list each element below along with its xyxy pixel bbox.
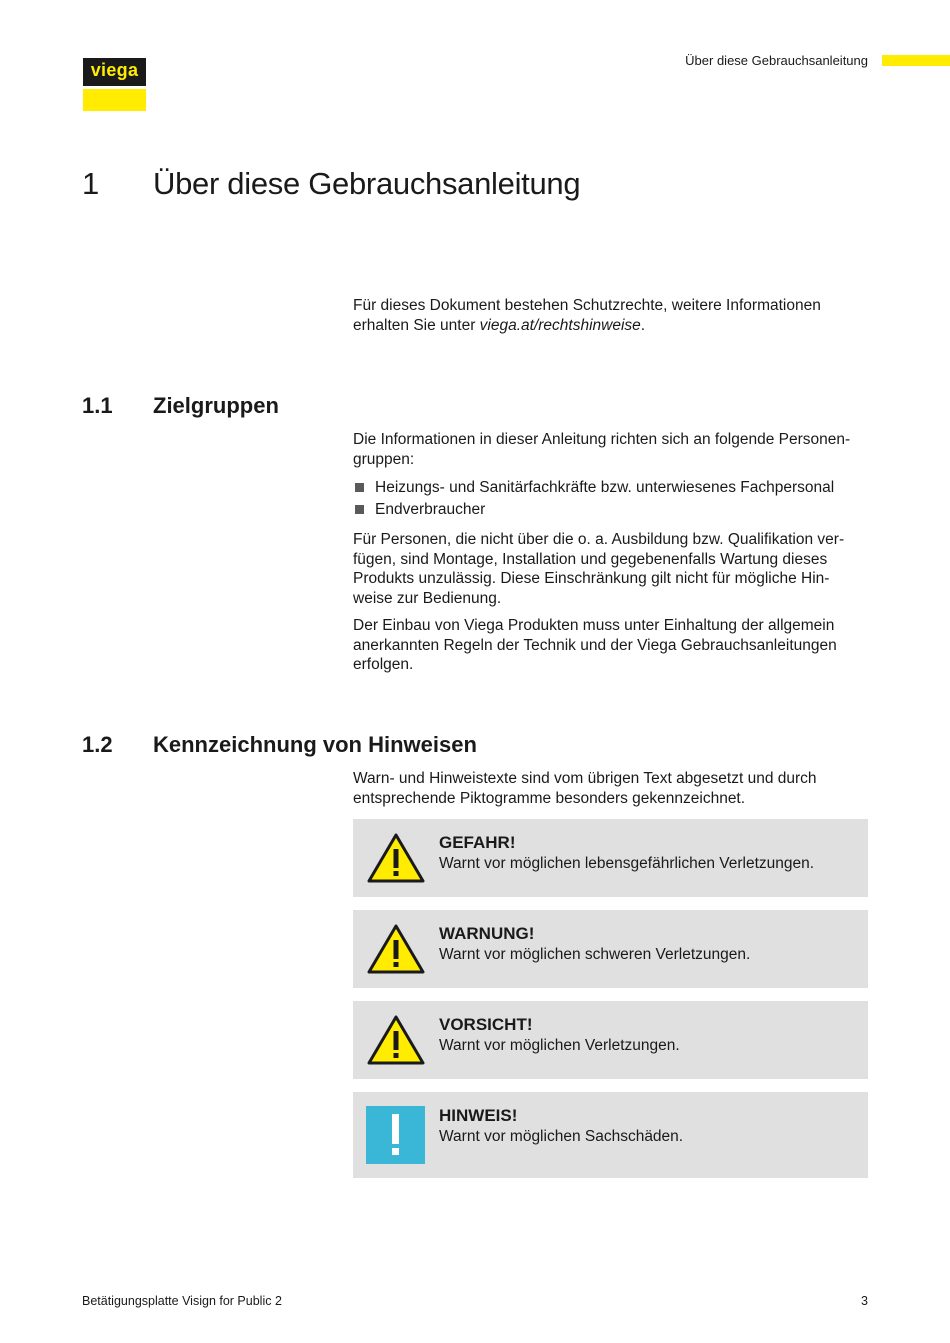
notice-warnung [353, 910, 868, 988]
logo-yellow-block [83, 89, 146, 111]
para-line: gruppen: [353, 450, 415, 468]
notice-title: HINWEIS! [439, 1106, 518, 1125]
page-number: 3 [861, 1294, 868, 1308]
footer-product-name: Betätigungsplatte Visign for Public 2 [82, 1294, 282, 1308]
para-line: Warn- und Hinweistexte sind vom übrigen Text abgesetzt und durch [353, 770, 817, 787]
chapter-title: Über diese Gebrauchsanleitung [153, 166, 581, 201]
section-1-1-para2 [353, 530, 873, 608]
intro-line [353, 316, 873, 336]
logo-text: viega [90, 60, 139, 80]
header-yellow-bar [882, 55, 950, 66]
intro-line: Für dieses Dokument bestehen Schutzrechte, weitere Informationen [353, 297, 821, 314]
section-number: 1.1 [82, 393, 113, 418]
running-title: Über diese Gebrauchsanleitung [685, 53, 868, 68]
notice-title: WARNUNG! [439, 924, 535, 943]
notice-text: Warnt vor möglichen Sachschäden. [439, 1128, 684, 1145]
intro-prefix: erhalten Sie unter [353, 316, 480, 334]
notice-text: Warnt vor möglichen Verletzungen. [439, 1037, 680, 1054]
list-item [353, 500, 873, 522]
notice-text: Warnt vor möglichen schweren Verletzungen. [439, 946, 751, 963]
para-line: fügen, sind Montage, Installation und gegebenenfalls Wartung dieses [353, 550, 828, 568]
notice-vorsicht [353, 1001, 868, 1079]
section-number: 1.2 [82, 732, 113, 757]
warning-triangle-icon [366, 832, 426, 884]
notice-hinweis [353, 1092, 868, 1178]
bullet-square-icon [355, 505, 364, 514]
intro-paragraph [353, 296, 873, 335]
para-line: Die Informationen in dieser Anleitung richten sich an folgende Personen- [353, 431, 851, 448]
list-item-text: Heizungs- und Sanitärfachkräfte bzw. unterwiesenes Fachpersonal [375, 479, 835, 496]
rechtshinweise-link[interactable]: viega.at/rechtshinweise [479, 316, 641, 334]
notice-gefahr [353, 819, 868, 897]
chapter-number: 1 [82, 166, 100, 201]
para-line: Produkts unzulässig. Diese Einschränkung gilt nicht für mögliche Hin- [353, 570, 830, 587]
section-title: Kennzeichnung von Hinweisen [153, 732, 477, 757]
info-exclamation-icon [366, 1106, 425, 1164]
warning-triangle-icon [366, 1014, 426, 1066]
para-line: weise zur Bedienung. [353, 589, 502, 607]
para-line: anerkannten Regeln der Technik und der Viega Gebrauchsanleitungen [353, 636, 837, 654]
para-line: Für Personen, die nicht über die o. a. Ausbildung bzw. Qualifikation ver- [353, 531, 845, 548]
notice-title: VORSICHT! [439, 1015, 533, 1034]
list-item-text: Endverbraucher [375, 501, 486, 518]
logo-black-block [83, 58, 146, 86]
warning-triangle-icon [366, 923, 426, 975]
section-1-2-para1 [353, 769, 873, 808]
list-item [353, 478, 873, 500]
para-line: Der Einbau von Viega Produkten muss unter Einhaltung der allgemein [353, 617, 835, 634]
notice-title: GEFAHR! [439, 833, 516, 852]
viega-logo [83, 58, 146, 111]
intro-suffix: . [640, 316, 646, 334]
notice-text: Warnt vor möglichen lebensgefährlichen Verletzungen. [439, 855, 815, 872]
target-group-list [353, 478, 873, 522]
bullet-square-icon [355, 483, 364, 492]
section-1-1-para1 [353, 430, 873, 469]
para-line: erfolgen. [353, 656, 414, 673]
para-line: entsprechende Piktogramme besonders gekennzeichnet. [353, 789, 746, 807]
section-title: Zielgruppen [153, 393, 279, 418]
section-1-1-para3 [353, 616, 873, 675]
